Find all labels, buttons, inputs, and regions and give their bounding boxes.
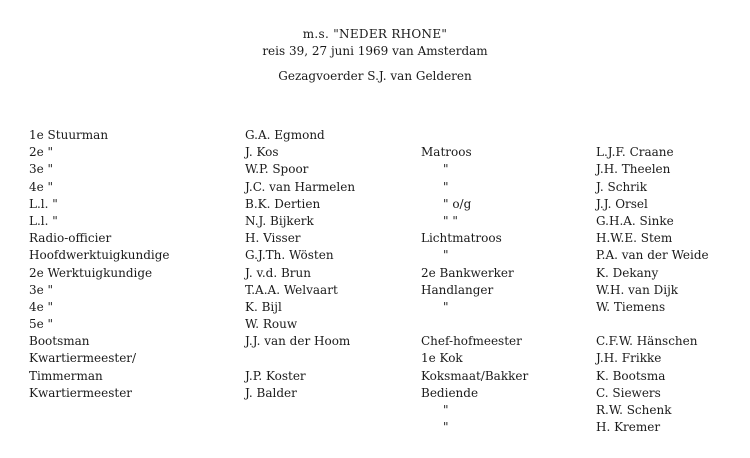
crew-name-r12 xyxy=(596,316,750,333)
crew-name-6: N.J. Bijkerk xyxy=(245,213,314,228)
rank-column-right xyxy=(421,127,591,436)
crew-name-r3: J.H. Theelen xyxy=(596,162,671,177)
rank-r4: " xyxy=(443,179,449,194)
crew-name-11: K. Bijl xyxy=(245,299,282,314)
name-column-left xyxy=(245,127,415,402)
rank-r12 xyxy=(421,316,591,333)
voyage-line: reis 39, 27 juni 1969 van Amsterdam xyxy=(262,44,488,58)
rank-8: Hoofdwerktuigkundige xyxy=(29,248,170,263)
rank-r14: 1e Kok xyxy=(421,351,463,366)
crew-name-r8: P.A. van der Weide xyxy=(596,248,709,263)
crew-name-r11: W. Tiemens xyxy=(596,299,666,314)
crew-name-r1 xyxy=(596,127,750,144)
crew-name-r17: R.W. Schenk xyxy=(596,403,672,417)
rank-r1 xyxy=(421,127,591,144)
crew-name-14 xyxy=(245,350,415,367)
rank-r3: " xyxy=(443,162,449,177)
crew-name-r5: J.J. Orsel xyxy=(596,196,648,211)
crew-name-3: W.P. Spoor xyxy=(245,162,309,177)
crew-name-8: G.J.Th. Wösten xyxy=(245,248,334,263)
crew-name-r13: C.F.W. Hänschen xyxy=(596,334,698,349)
rank-r13: Chef-hofmeester xyxy=(421,334,522,349)
rank-r16: Bediende xyxy=(421,385,479,400)
crew-name-r9: K. Dekany xyxy=(596,265,659,280)
rank-15: Timmerman xyxy=(29,368,103,383)
crew-name-r7: H.W.E. Stem xyxy=(596,231,673,246)
crew-name-1: G.A. Egmond xyxy=(245,128,325,142)
crew-name-5: B.K. Dertien xyxy=(245,196,321,211)
rank-5: L.l. " xyxy=(29,196,58,211)
rank-r6: " " xyxy=(443,213,458,228)
rank-16: Kwartiermeester xyxy=(29,385,133,400)
rank-9: 2e Werktuigkundige xyxy=(29,265,153,280)
crew-name-10: T.A.A. Welvaart xyxy=(245,282,338,297)
rank-r17: " xyxy=(443,403,449,417)
ship-name: m.s. "NEDER RHONE" xyxy=(302,27,448,41)
crew-name-r10: W.H. van Dijk xyxy=(596,282,679,297)
rank-r8: " xyxy=(443,248,449,263)
crew-name-r14: J.H. Frikke xyxy=(596,351,662,366)
rank-r9: 2e Bankwerker xyxy=(421,265,514,280)
rank-2: 2e " xyxy=(29,145,54,160)
rank-4: 4e " xyxy=(29,179,54,194)
captain-line: Gezagvoerder S.J. van Gelderen xyxy=(278,69,472,83)
crew-name-r16: C. Siewers xyxy=(596,385,661,400)
crew-name-9: J. v.d. Brun xyxy=(245,265,311,280)
rank-1: 1e Stuurman xyxy=(29,128,109,142)
rank-r2: Matroos xyxy=(421,145,472,160)
rank-column-left xyxy=(29,127,219,402)
rank-11: 4e " xyxy=(29,299,54,314)
crew-name-r6: G.H.A. Sinke xyxy=(596,213,674,228)
rank-6: L.l. " xyxy=(29,213,58,228)
rank-r7: Lichtmatroos xyxy=(421,231,502,246)
rank-13: Bootsman xyxy=(29,334,90,349)
crew-name-r18: H. Kremer xyxy=(596,420,661,435)
rank-r11: " xyxy=(443,299,449,314)
rank-10: 3e " xyxy=(29,282,54,297)
rank-r15: Koksmaat/Bakker xyxy=(421,368,529,383)
header xyxy=(0,26,750,85)
crew-name-13: J.J. van der Hoom xyxy=(245,334,351,349)
crew-name-r4: J. Schrik xyxy=(596,179,648,194)
crew-name-2: J. Kos xyxy=(245,145,279,160)
rank-r18: " xyxy=(443,420,449,435)
crew-name-15: J.P. Koster xyxy=(245,368,306,383)
rank-r5: " o/g xyxy=(443,196,472,211)
crew-name-4: J.C. van Harmelen xyxy=(245,179,356,194)
crew-name-r15: K. Bootsma xyxy=(596,368,666,383)
crew-name-7: H. Visser xyxy=(245,231,301,246)
name-column-right xyxy=(596,127,750,436)
crew-name-12: W. Rouw xyxy=(245,317,298,332)
crew-name-r2: L.J.F. Craane xyxy=(596,145,674,160)
rank-r10: Handlanger xyxy=(421,282,494,297)
rank-14: Kwartiermeester/ xyxy=(29,351,137,366)
crew-name-16: J. Balder xyxy=(245,385,297,400)
rank-12: 5e " xyxy=(29,317,54,332)
rank-3: 3e " xyxy=(29,162,54,177)
rank-7: Radio-officier xyxy=(29,231,112,246)
